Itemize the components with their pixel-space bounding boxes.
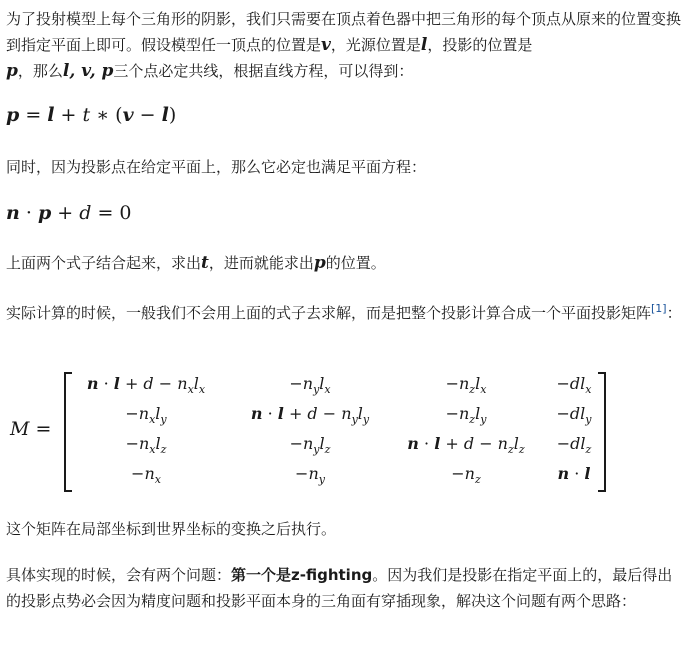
matrix-label: M = [10, 418, 52, 440]
math-op: = 0 [91, 202, 132, 224]
matrix-cell: $-n_x$ [131, 464, 161, 487]
math-p: p [6, 61, 18, 81]
reference-link[interactable]: [1] [651, 302, 667, 315]
matrix-cell: $-n_zl_y$ [445, 404, 487, 427]
math-op: ) [168, 104, 177, 126]
matrix-cell: $-dl_z$ [556, 434, 592, 457]
math-op: = [19, 104, 48, 126]
math-l: l [47, 104, 55, 126]
math-op: − [133, 104, 162, 126]
matrix-cell: $n \cdot l + d - n_xl_x$ [86, 374, 206, 397]
text: 。因为我们是投影在指定平面上的，最后得出的投影点势必会因为精度问题和投影平面本身的三角面有穿插现象，解决这个问题有两个思路： [6, 566, 673, 610]
matrix-cell: n · l [557, 464, 591, 483]
matrix-cell: $-n_xl_z$ [125, 434, 167, 457]
equation-line [6, 104, 176, 126]
text: ，光源位置是 [330, 36, 421, 54]
math-l: l [420, 35, 428, 55]
matrix-cell: $-n_z$ [451, 464, 481, 487]
text: 的位置。 [325, 254, 386, 272]
math-v: v [321, 35, 331, 55]
math-n: n [6, 202, 20, 224]
math-l: l [161, 104, 169, 126]
math-p: p [37, 202, 52, 224]
math-p: p [6, 104, 20, 126]
paragraph-solve [6, 250, 386, 276]
matrix-cell: $-n_y$ [295, 464, 325, 487]
matrix-cell: $-n_yl_x$ [289, 374, 331, 397]
text: 三个点必定共线，根据直线方程，可以得到： [113, 62, 414, 80]
matrix-cell: $n \cdot l + d - n_zl_z$ [407, 434, 525, 457]
matrix-right-bracket [598, 372, 606, 492]
matrix-cell: $n \cdot l + d - n_yl_y$ [250, 404, 370, 427]
text: 实际计算的时候，一般我们不会用上面的式子去求解，而是把整个投影计算合成一个平面投影矩阵 [6, 304, 652, 322]
matrix-cell: $-n_yl_z$ [289, 434, 331, 457]
text: 上面两个式子结合起来，求出 [6, 254, 202, 272]
paragraph-projection-intro [6, 6, 682, 84]
text: ，那么 [17, 62, 63, 80]
math-op: + [54, 104, 83, 126]
text: ： [666, 304, 682, 322]
projection-matrix [6, 368, 616, 492]
text: 具体实现的时候，会有两个问题： [6, 566, 232, 584]
math-op: + [51, 202, 80, 224]
math-d: d [79, 202, 92, 224]
text: ，投影的位置是 [427, 36, 533, 54]
emphasis-z-fighting: 第一个是z-fighting [231, 566, 373, 584]
math-op: ∗ ( [90, 104, 123, 126]
math-t: t [201, 253, 209, 273]
paragraph-z-fighting [6, 562, 682, 614]
text: ，进而就能求出 [208, 254, 314, 272]
math-t: t [82, 104, 91, 126]
paragraph-plane: 同时，因为投影点在给定平面上，那么它必定也满足平面方程： [6, 158, 427, 176]
paragraph-matrix-intro [6, 296, 682, 326]
paragraph-matrix-order: 这个矩阵在局部坐标到世界坐标的变换之后执行。 [6, 520, 337, 538]
matrix-cell: $-n_zl_x$ [445, 374, 487, 397]
math-v: v [122, 104, 134, 126]
matrix-cell: $-dl_x$ [556, 374, 592, 397]
math-op: · [19, 202, 38, 224]
equation-plane [6, 202, 132, 224]
matrix-left-bracket [64, 372, 72, 492]
math-p: p [313, 253, 326, 273]
text: 为了投射模型上每个三角形的阴影，我们只需要在顶点着色器中把三角形的每个顶点从原来的位置变换到指定平面上即可。假设模型任一顶点的位置是 [6, 10, 682, 54]
matrix-cell: $-n_xl_y$ [125, 404, 167, 427]
math-lvp: l, v, p [62, 61, 114, 81]
matrix-cell: $-dl_y$ [556, 404, 592, 427]
